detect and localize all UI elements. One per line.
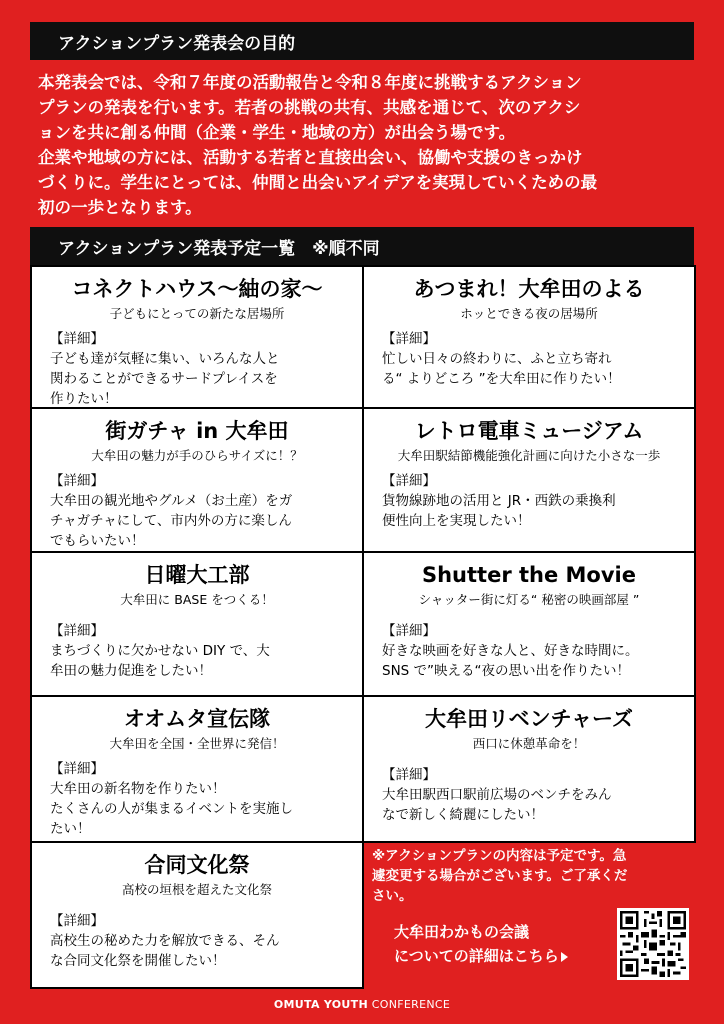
plan-card-joint-festival [30,841,364,989]
plan-subtitle: 高校の垣根を超えた文化祭 [121,882,272,897]
plan-detail-line: 高校生の秘めた力を解放できる、そん [50,933,280,949]
purpose-heading: アクションプラン発表会の目的 [58,33,296,54]
detail-label: 【詳細】 [50,623,104,639]
plan-detail-line: たくさんの人が集まるイベントを実施し [50,801,293,817]
detail-label: 【詳細】 [382,331,436,347]
plan-detail-line: 便性向上を実現したい！ [382,513,531,529]
plan-card-machi-gacha [30,407,364,553]
plan-detail-line: チャガチャにして、市内外の方に楽しん [50,513,292,529]
plan-detail-line: 忙しい日々の終わりに、ふと立ち寄れ [382,351,612,367]
purpose-line: 初の一歩となります。 [38,198,202,217]
plan-card-atsumare [362,265,696,409]
plan-subtitle: 大牟田に BASE をつくる！ [120,592,274,607]
qr-code[interactable] [617,908,689,980]
plan-title: レトロ電車ミュージアム [414,419,644,443]
details-link-line: 大牟田わかもの会議 [394,923,530,941]
plan-detail-line: 貨物線跡地の活用と JR・西鉄の乗換利 [382,493,616,509]
plan-detail-line: 大牟田駅西口駅前広場のベンチをみん [382,787,612,803]
plan-detail-line: 子ども達が気軽に集い、いろんな人と [50,351,280,367]
details-link[interactable] [394,920,614,968]
purpose-text [38,70,694,220]
plan-title: あつまれ！大牟田のよる [413,277,645,301]
plan-title: 日曜大工部 [144,563,250,587]
plan-title: 合同文化祭 [144,853,250,877]
purpose-line: プランの発表を行います。若者の挑戦の共有、共感を通じて、次のアクシ [38,98,581,117]
purpose-heading-bar [30,22,694,60]
list-heading: アクションプラン発表予定一覧 ※順不同 [58,238,380,259]
detail-label: 【詳細】 [50,473,104,489]
plan-detail-line: な合同文化祭を開催したい！ [50,953,226,969]
purpose-line: づくりに。学生にとっては、仲間と出会いアイデアを実現していくための最 [38,173,598,192]
notice-text [372,846,692,906]
footer-brand-rest: CONFERENCE [367,998,451,1011]
list-heading-bar [30,227,694,265]
detail-label: 【詳細】 [382,473,436,489]
plan-card-shutter-movie [362,551,696,697]
footer-brand: OMUTA YOUTH [273,998,368,1011]
detail-label: 【詳細】 [50,761,104,777]
plan-title: コネクトハウス〜紬の家〜 [71,277,323,301]
qr-code-icon [620,911,686,977]
plan-card-diy-club [30,551,364,697]
plan-detail-line: たい！ [50,821,91,837]
detail-label: 【詳細】 [382,623,436,639]
detail-label: 【詳細】 [50,331,104,347]
plan-subtitle: 大牟田の魅力が手のひらサイズに！？ [91,448,303,463]
plan-detail-line: 好きな映画を好きな人と、好きな時間に。 [382,643,639,659]
plan-detail-line: まちづくりに欠かせない DIY で、大 [50,643,270,659]
notice-line: さい。 [372,888,413,904]
purpose-line: ョンを共に創る仲間（企業・学生・地域の方）が出会う場です。 [38,123,516,142]
notice-line: 遽変更する場合がございます。ご了承くだ [372,868,628,884]
plan-subtitle: 大牟田駅結節機能強化計画に向けた小さな一歩 [397,448,661,463]
plan-detail-line: 大牟田の観光地やグルメ（お土産）をガ [50,493,293,509]
plan-card-omuta-pr [30,695,364,843]
plan-title: 街ガチャ in 大牟田 [105,419,289,443]
notice-line: ※アクションプランの内容は予定です。急 [372,848,627,864]
plan-subtitle: ホッとできる夜の居場所 [460,306,598,321]
plan-subtitle: シャッター街に灯る“ 秘密の映画部屋 ” [418,592,640,607]
plan-title: Shutter the Movie [421,563,636,587]
footer [0,998,724,1011]
plan-detail-line: 関わることができるサードプレイスを [50,371,278,387]
plan-detail-line: SNS で”映える“夜の思い出を作りたい！ [382,663,631,679]
plan-detail-line: 牟田の魅力促進をしたい！ [50,663,212,679]
plan-detail-line: 大牟田の新名物を作りたい！ [50,781,226,797]
detail-label: 【詳細】 [382,767,436,783]
plan-subtitle: 大牟田を全国・全世界に発信！ [109,736,285,751]
purpose-line: 企業や地域の方には、活動する若者と直接出会い、協働や支援のきっかけ [38,148,583,167]
plan-card-revengers [362,695,696,843]
plan-detail-line: でもらいたい！ [50,533,145,549]
plan-subtitle: 子どもにとっての新たな居場所 [109,306,285,321]
notice-panel [364,842,696,990]
plan-card-connect-house [30,265,364,409]
detail-label: 【詳細】 [50,913,104,929]
plan-detail-line: る“ よりどころ ”を大牟田に作りたい！ [382,371,621,387]
details-link-line: についての詳細はこちら [394,947,559,965]
plan-detail-line: 作りたい！ [50,391,118,407]
plan-title: 大牟田リベンチャーズ [425,707,633,731]
plan-subtitle: 西口に休憩革命を！ [472,736,586,751]
plan-card-retro-train [362,407,696,553]
purpose-line: 本発表会では、令和７年度の活動報告と令和８年度に挑戦するアクション [38,73,582,92]
plan-detail-line: なで新しく綺麗にしたい！ [382,807,544,823]
plan-title: オオムタ宣伝隊 [123,707,271,731]
arrow-right-icon [561,952,568,962]
